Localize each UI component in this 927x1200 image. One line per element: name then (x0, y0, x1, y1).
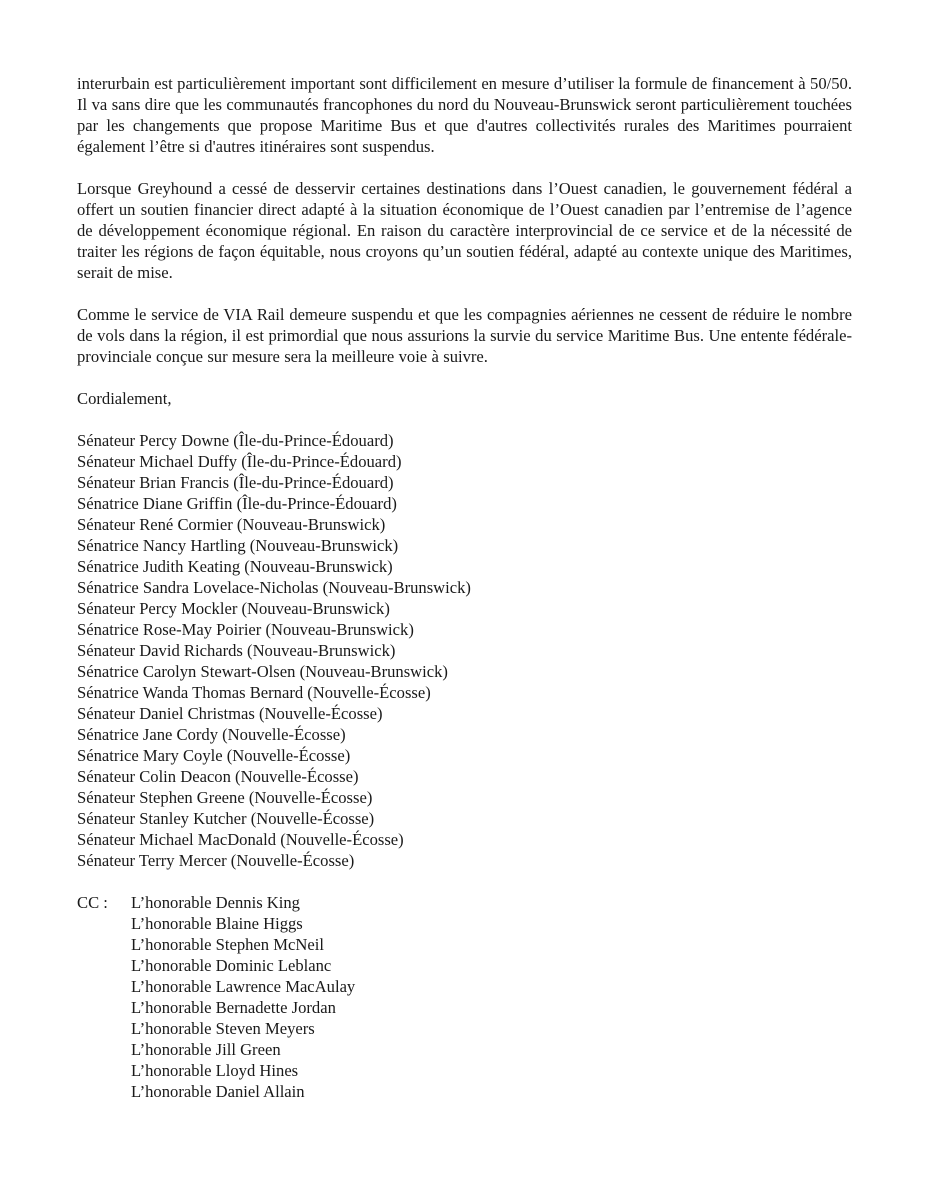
signatory: Sénateur René Cormier (Nouveau-Brunswick) (77, 515, 386, 534)
cc-recipient: L’honorable Lawrence MacAulay (131, 977, 356, 996)
signatory: Sénateur Michael MacDonald (Nouvelle-Écosse) (77, 830, 404, 849)
signatory: Sénatrice Jane Cordy (Nouvelle-Écosse) (77, 725, 346, 744)
body-paragraph: interurbain est particulièrement important sont difficilement en mesure d’utiliser la formule de financement à 50/50. Il va sans dire que les communautés francophones du nord du Nouveau-Brunswick seront particulièrement touchées par les changements que propose Maritime Bus et que d'autres collectivités rurales des Maritimes pourraient également l’être si d'autres itinéraires sont suspendus. (77, 74, 852, 156)
cc-label: CC : (77, 893, 108, 912)
closing-salutation: Cordialement, (77, 389, 172, 408)
signatory-list (77, 430, 852, 871)
signatory: Sénateur Stanley Kutcher (Nouvelle-Écosse) (77, 809, 375, 828)
signatory: Sénateur Michael Duffy (Île-du-Prince-Édouard) (77, 452, 402, 471)
signatory: Sénateur Percy Mockler (Nouveau-Brunswick) (77, 599, 390, 618)
cc-recipient: L’honorable Steven Meyers (131, 1019, 315, 1038)
signatory: Sénateur Brian Francis (Île-du-Prince-Édouard) (77, 473, 394, 492)
signatory: Sénatrice Mary Coyle (Nouvelle-Écosse) (77, 746, 351, 765)
signatory: Sénatrice Diane Griffin (Île-du-Prince-Édouard) (77, 494, 397, 513)
letter-page (77, 73, 852, 1102)
signatory: Sénatrice Sandra Lovelace-Nicholas (Nouveau-Brunswick) (77, 578, 471, 597)
cc-recipient: L’honorable Blaine Higgs (131, 914, 303, 933)
signatory: Sénateur Stephen Greene (Nouvelle-Écosse) (77, 788, 373, 807)
cc-recipient: L’honorable Bernadette Jordan (131, 998, 336, 1017)
signatory: Sénatrice Nancy Hartling (Nouveau-Brunswick) (77, 536, 399, 555)
signatory: Sénatrice Carolyn Stewart-Olsen (Nouveau-Brunswick) (77, 662, 448, 681)
signatory: Sénatrice Judith Keating (Nouveau-Brunswick) (77, 557, 393, 576)
cc-recipient: L’honorable Lloyd Hines (131, 1061, 299, 1080)
signatory: Sénateur Terry Mercer (Nouvelle-Écosse) (77, 851, 355, 870)
cc-recipient: L’honorable Stephen McNeil (131, 935, 324, 954)
signatory: Sénateur Colin Deacon (Nouvelle-Écosse) (77, 767, 359, 786)
body-paragraph: Lorsque Greyhound a cessé de desservir certaines destinations dans l’Ouest canadien, le gouvernement fédéral a offert un soutien financier direct adapté à la situation économique de l’Ouest canadien par l’entremise de l’agence de développement économique régional. En raison du caractère interprovincial de ce service et de la nécessité de traiter les régions de façon équitable, nous croyons qu’un soutien fédéral, adapté au contexte unique des Maritimes, serait de mise. (77, 179, 852, 282)
signatory: Sénateur Daniel Christmas (Nouvelle-Écosse) (77, 704, 383, 723)
body-paragraph: Comme le service de VIA Rail demeure suspendu et que les compagnies aériennes ne cessent de réduire le nombre de vols dans la région, il est primordial que nous assurions la survie du service Maritime Bus. Une entente fédérale-provinciale conçue sur mesure sera la meilleure voie à suivre. (77, 305, 852, 366)
cc-recipient: L’honorable Jill Green (131, 1040, 281, 1059)
cc-recipient: L’honorable Daniel Allain (131, 1082, 305, 1101)
cc-recipient-list (131, 892, 355, 1102)
cc-section (77, 892, 852, 1102)
signatory: Sénateur Percy Downe (Île-du-Prince-Édouard) (77, 431, 394, 450)
signatory: Sénatrice Rose-May Poirier (Nouveau-Brunswick) (77, 620, 414, 639)
cc-recipient: L’honorable Dominic Leblanc (131, 956, 332, 975)
signatory: Sénateur David Richards (Nouveau-Brunswick) (77, 641, 396, 660)
cc-recipient: L’honorable Dennis King (131, 893, 300, 912)
signatory: Sénatrice Wanda Thomas Bernard (Nouvelle-Écosse) (77, 683, 431, 702)
